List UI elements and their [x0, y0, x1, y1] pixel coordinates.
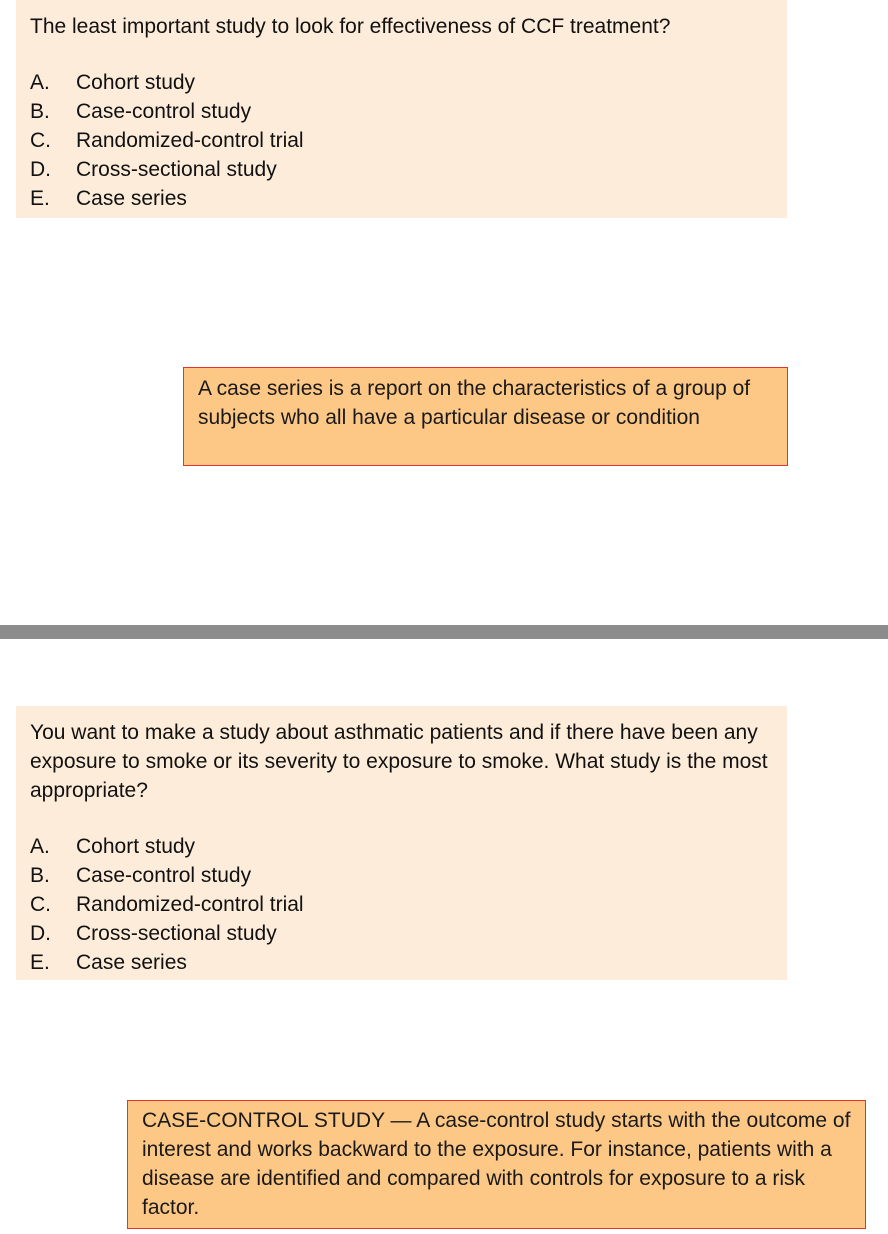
- option-text: Case-control study: [76, 100, 252, 123]
- option-letter: D.: [30, 922, 51, 945]
- option-item: [30, 126, 787, 155]
- option-text: Case series: [76, 951, 187, 974]
- option-text: Cohort study: [76, 71, 196, 94]
- option-letter: B.: [30, 864, 50, 887]
- question-text: You want to make a study about asthmatic patients and if there have been any exposure to smoke or its severity to exposure to smoke. What study is the most appropriate?: [30, 721, 768, 802]
- option-text: Case-control study: [76, 864, 252, 887]
- option-text: Randomized-control trial: [76, 129, 304, 152]
- option-letter: E.: [30, 187, 50, 210]
- option-text: Randomized-control trial: [76, 893, 304, 916]
- option-item: [30, 948, 787, 977]
- option-item: [30, 97, 787, 126]
- option-text: Case series: [76, 187, 187, 210]
- option-item: [30, 832, 787, 861]
- option-text: Cross-sectional study: [76, 158, 277, 181]
- options-list: [30, 832, 787, 977]
- answer-box-2: CASE-CONTROL STUDY — A case-control study starts with the outcome of interest and works backward to the exposure. For instance, patients with a disease are identified and compared with controls for exposure to a risk factor.: [127, 1100, 866, 1229]
- option-letter: A.: [30, 835, 50, 858]
- option-letter: C.: [30, 129, 51, 152]
- option-letter: B.: [30, 100, 50, 123]
- options-list: [30, 68, 787, 213]
- slide-divider: [0, 625, 888, 639]
- answer-box-1: A case series is a report on the characteristics of a group of subjects who all have a particular disease or condition: [183, 367, 788, 466]
- option-item: [30, 861, 787, 890]
- question-text: The least important study to look for effectiveness of CCF treatment?: [30, 15, 671, 38]
- option-item: [30, 919, 787, 948]
- option-item: [30, 68, 787, 97]
- option-letter: E.: [30, 951, 50, 974]
- option-text: Cross-sectional study: [76, 922, 277, 945]
- option-item: [30, 155, 787, 184]
- option-item: [30, 890, 787, 919]
- option-letter: A.: [30, 71, 50, 94]
- option-text: Cohort study: [76, 835, 196, 858]
- option-item: [30, 184, 787, 213]
- question-box-2: [16, 706, 787, 980]
- option-letter: C.: [30, 893, 51, 916]
- question-box-1: [16, 0, 787, 218]
- option-letter: D.: [30, 158, 51, 181]
